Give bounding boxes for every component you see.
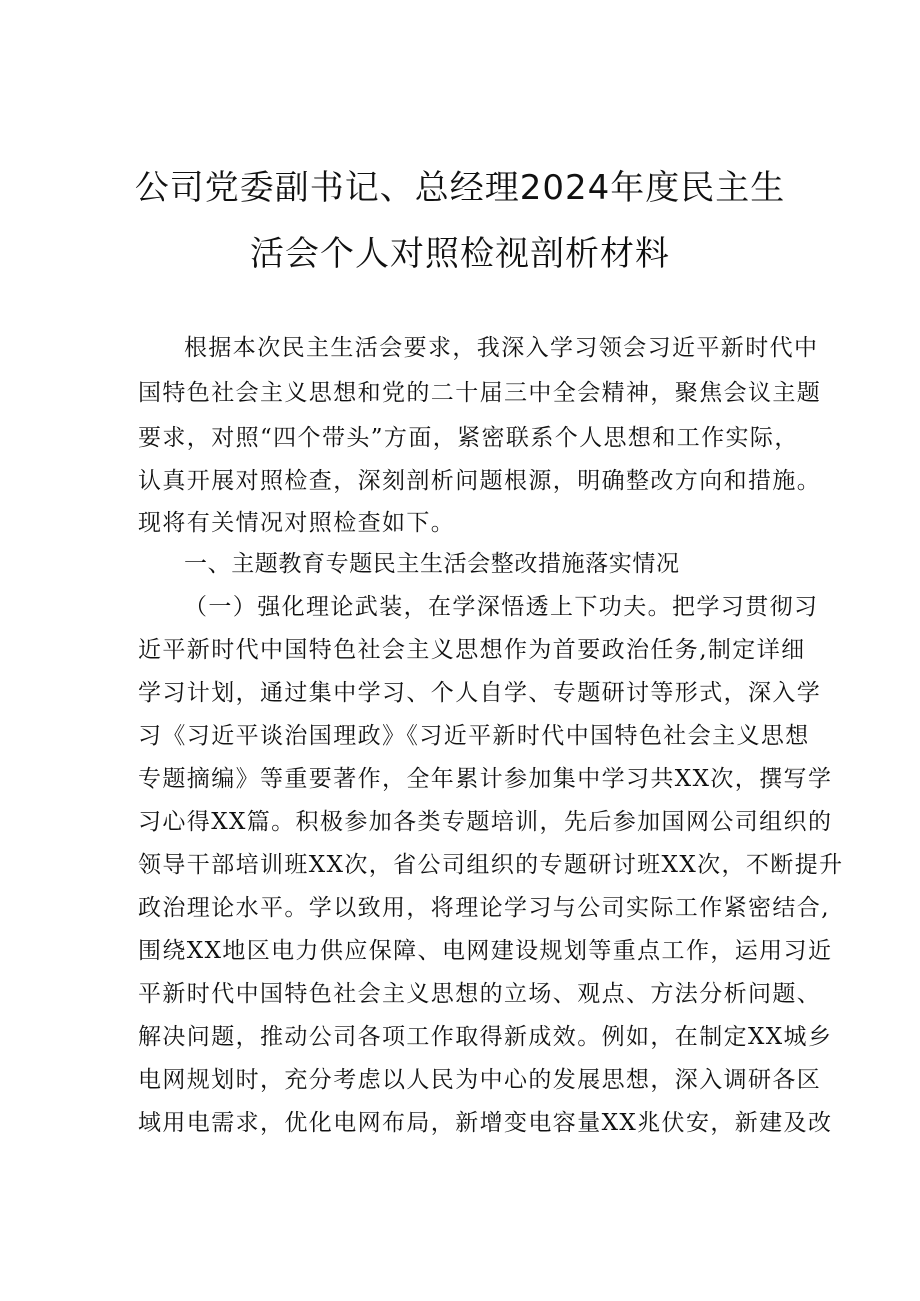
- body-line: 习《习近平谈治国理政》《习近平新时代中国特色社会主义思想: [138, 723, 810, 749]
- intro-line: 根据本次民主生活会要求，我深入学习领会习近平新时代中: [184, 335, 819, 361]
- document-title-line-1: 公司党委副书记、总经理2024年度民主生: [134, 168, 786, 208]
- intro-line: 要求，对照“四个带头”方面，紧密联系个人思想和工作实际，: [138, 425, 799, 451]
- body-line: 围绕XX地区电力供应保障、电网建设规划等重点工作，运用习近: [138, 938, 833, 964]
- body-line: 平新时代中国特色社会主义思想的立场、观点、方法分析问题、: [138, 981, 822, 1007]
- body-line: 解决问题，推动公司各项工作取得新成效。例如，在制定XX城乡: [138, 1024, 833, 1050]
- intro-line: 认真开展对照检查，深刻剖析问题根源，明确整改方向和措施。: [138, 468, 822, 494]
- section-heading: 一、主题教育专题民主生活会整改措施落实情况: [184, 551, 680, 577]
- body-line: （一）强化理论武装，在学深悟透上下功夫。把学习贯彻习: [184, 594, 819, 620]
- document-title-line-2: 活会个人对照检视剖析材料: [250, 234, 670, 274]
- body-line: 专题摘编》等重要著作，全年累计参加集中学习共XX次，撰写学: [138, 766, 833, 792]
- body-line: 领导干部培训班XX次，省公司组织的专题研讨班XX次，不断提升: [138, 852, 844, 878]
- body-line: 学习计划，通过集中学习、个人自学、专题研讨等形式，深入学: [138, 680, 822, 706]
- body-line: 政治理论水平。学以致用，将理论学习与公司实际工作紧密结合,: [138, 895, 830, 921]
- body-line: 近平新时代中国特色社会主义思想作为首要政治任务,制定详细: [138, 637, 806, 663]
- intro-line: 现将有关情况对照检查如下。: [138, 510, 456, 536]
- body-line: 域用电需求，优化电网布局，新增变电容量XX兆伏安，新建及改: [138, 1110, 833, 1136]
- body-line: 电网规划时，充分考虑以人民为中心的发展思想，深入调研各区: [138, 1067, 822, 1093]
- body-line: 习心得XX篇。积极参加各类专题培训，先后参加国网公司组织的: [138, 809, 833, 835]
- intro-line: 国特色社会主义思想和党的二十届三中全会精神，聚焦会议主题: [138, 380, 822, 406]
